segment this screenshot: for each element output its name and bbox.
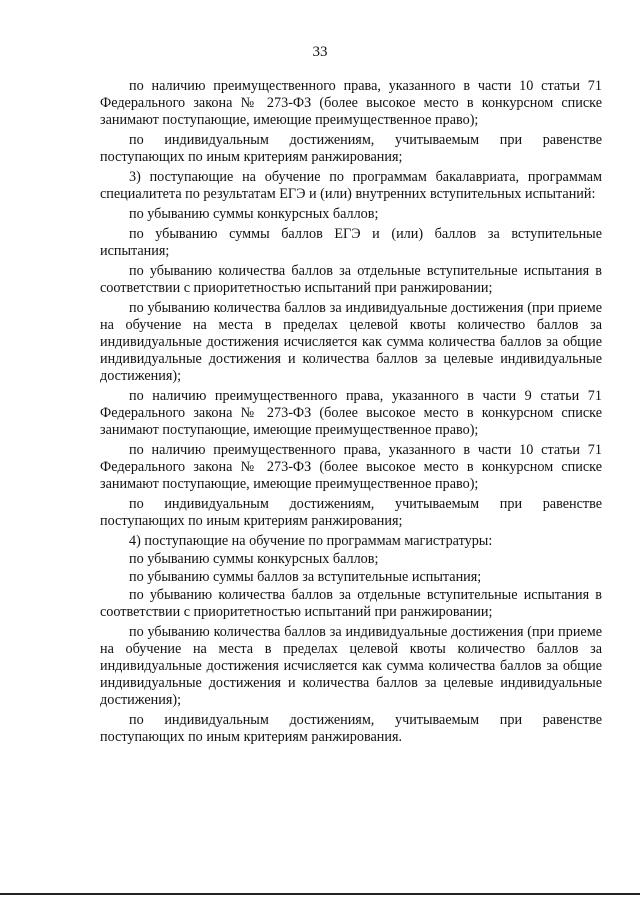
- paragraph: по индивидуальным достижениям, учитываемым при равенстве поступающих по иным критериям ранжирования;: [100, 132, 602, 165]
- page-number: 33: [312, 44, 328, 60]
- paragraph: по убыванию количества баллов за индивидуальные достижения (при приеме на обучение на места в пределах целевой квоты количество баллов за индивидуальные достижения исчисляется как сумма количества баллов за общие индивидуальные достижения и количества баллов за целевые индивидуальные достижения);: [100, 300, 602, 384]
- document-body: [100, 78, 602, 749]
- paragraph: по наличию преимущественного права, указанного в части 10 статьи 71 Федерального закона № 273-ФЗ (более высокое место в конкурсном списке занимают поступающие, имеющие преимущественное право);: [100, 78, 602, 128]
- list-item-3: 3) поступающие на обучение по программам бакалавриата, программам специалитета по результатам ЕГЭ и (или) внутренних вступительных испытаний:: [100, 169, 602, 202]
- paragraph: по убыванию суммы конкурсных баллов;: [129, 551, 379, 567]
- paragraph: по наличию преимущественного права, указанного в части 10 статьи 71 Федерального закона № 273-ФЗ (более высокое место в конкурсном списке занимают поступающие, имеющие преимущественное право);: [100, 442, 602, 492]
- paragraph: по убыванию количества баллов за отдельные вступительные испытания в соответствии с приоритетностью испытаний при ранжировании;: [100, 263, 602, 296]
- paragraph: по наличию преимущественного права, указанного в части 9 статьи 71 Федерального закона № 273-ФЗ (более высокое место в конкурсном списке занимают поступающие, имеющие преимущественное право);: [100, 388, 602, 438]
- paragraph: по убыванию количества баллов за индивидуальные достижения (при приеме на обучение на места в пределах целевой квоты количество баллов за индивидуальные достижения исчисляется как сумма количества баллов за общие индивидуальные достижения и количества баллов за целевые индивидуальные достижения);: [100, 624, 602, 708]
- paragraph: по индивидуальным достижениям, учитываемым при равенстве поступающих по иным критериям ранжирования;: [100, 496, 602, 529]
- paragraph: по убыванию количества баллов за отдельные вступительные испытания в соответствии с приоритетностью испытаний при ранжировании;: [100, 587, 602, 620]
- paragraph: по убыванию суммы баллов ЕГЭ и (или) баллов за вступительные испытания;: [100, 226, 602, 259]
- list-item-4: 4) поступающие на обучение по программам магистратуры:: [129, 533, 493, 549]
- paragraph: по убыванию суммы баллов за вступительные испытания;: [129, 569, 482, 585]
- paragraph: по индивидуальным достижениям, учитываемым при равенстве поступающих по иным критериям ранжирования.: [100, 712, 602, 745]
- paragraph: по убыванию суммы конкурсных баллов;: [129, 206, 379, 222]
- scan-bottom-edge: [0, 893, 640, 895]
